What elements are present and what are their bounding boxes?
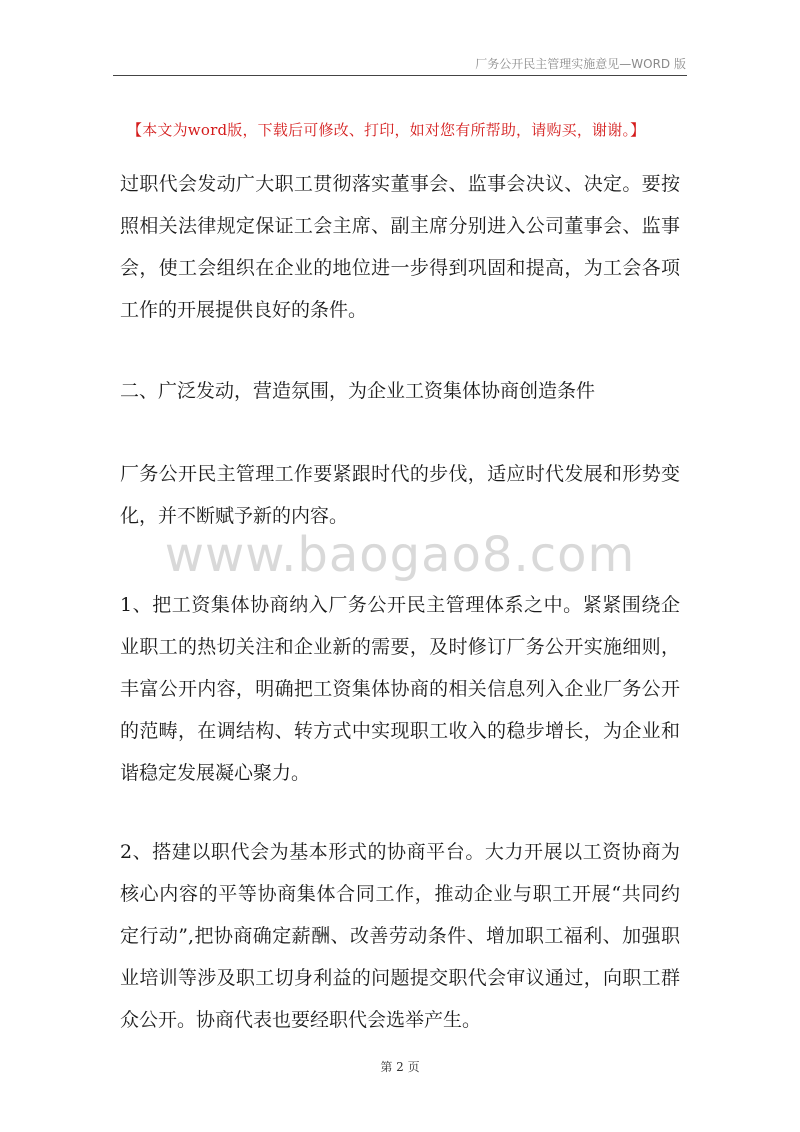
- paragraph-2: 厂务公开民主管理工作要紧跟时代的步伐，适应时代发展和形势变化，并不断赋予新的内容。: [120, 463, 680, 527]
- paragraph-1: 过职代会发动广大职工贯彻落实董事会、监事会决议、决定。要按照相关法律规定保证工会主席、副主席分别进入公司董事会、监事会，使工会组织在企业的地位进一步得到巩固和提高，为工会各项工作的开展提供良好的条件。: [120, 173, 680, 321]
- page-number: 第 2 页: [380, 1060, 420, 1074]
- running-header-title: 厂务公开民主管理实施意见—WORD 版: [475, 57, 686, 71]
- paragraph-item-1: 1、把工资集体协商纳入厂务公开民主管理体系之中。紧紧围绕企业职工的热切关注和企业新的需要，及时修订厂务公开实施细则，丰富公开内容，明确把工资集体协商的相关信息列入企业厂务公开的范畴，在调结构、转方式中实现职工收入的稳步增长，为企业和谐稳定发展凝心聚力。: [120, 594, 680, 784]
- paragraph-item-2: 2、搭建以职代会为基本形式的协商平台。大力开展以工资协商为核心内容的平等协商集体合同工作，推动企业与职工开展“共同约定行动”,把协商确定薪酬、改善劳动条件、增加职工福利、加强职业培训等涉及职工切身利益的问题提交职代会审议通过，向职工群众公开。协商代表也要经职代会选举产生。: [120, 841, 680, 1031]
- watermark-text: www.baogao8.com: [164, 527, 636, 583]
- header-divider: [113, 75, 687, 76]
- purchase-notice: 【本文为word版，下载后可修改、打印，如对您有所帮助，请购买，谢谢。】: [127, 121, 646, 139]
- section-heading-2: 二、广泛发动，营造氛围，为企业工资集体协商创造条件: [120, 380, 596, 402]
